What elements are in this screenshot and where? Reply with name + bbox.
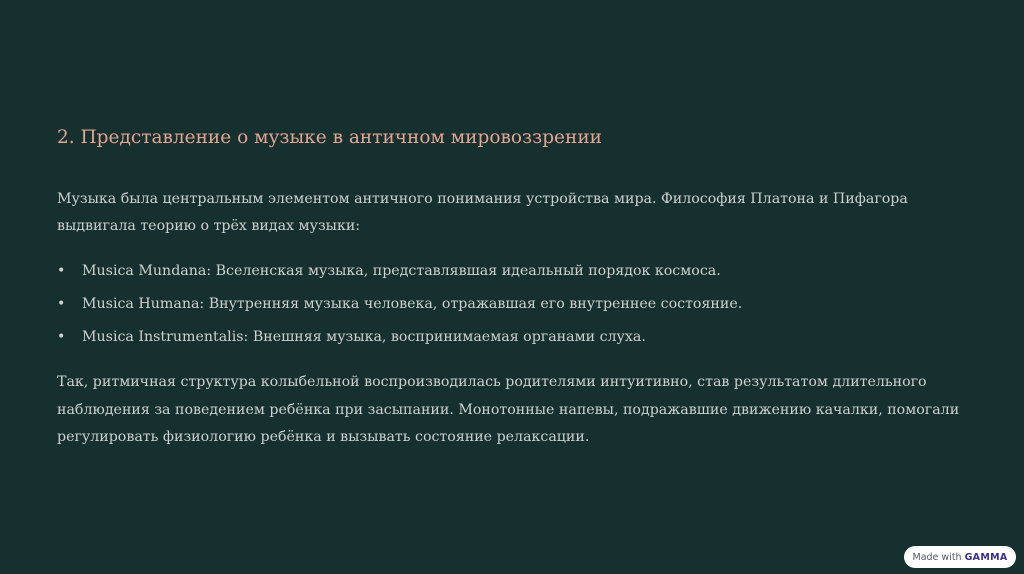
outro-line: регулировать физиологию ребёнка и вызывать состояние релаксации.: [57, 429, 590, 445]
list-item: [57, 290, 957, 323]
list-item-text: Musica Mundana: Вселенская музыка, представлявшая идеальный порядок космоса.: [82, 263, 721, 279]
list-item-text: Musica Instrumentalis: Внешняя музыка, воспринимаемая органами слуха.: [82, 329, 646, 345]
badge-prefix: Made with: [912, 551, 962, 563]
list-item-text: Musica Humana: Внутренняя музыка человека, отражавшая его внутреннее состояние.: [82, 296, 743, 312]
intro-line: Музыка была центральным элементом античного понимания устройства мира. Философия Платона и Пифагора: [57, 191, 908, 207]
made-with-gamma-badge[interactable]: [904, 546, 1016, 568]
music-types-list: [57, 257, 957, 356]
outro-line: наблюдения за поведением ребёнка при засыпании. Монотонные напевы, подражавшие движению качалки, помогали: [57, 401, 960, 418]
gamma-logo: GAMMA: [964, 551, 1008, 563]
list-item: [57, 257, 957, 290]
intro-paragraph: [57, 186, 957, 240]
outro-line: Так, ритмичная структура колыбельной воспроизводилась родителями интуитивно, став результатом длительного: [57, 374, 927, 390]
bullet-icon: •: [57, 329, 66, 345]
bullet-icon: •: [57, 296, 66, 312]
intro-line: выдвигала теорию о трёх видах музыки:: [57, 218, 361, 234]
list-item: [57, 323, 957, 356]
outro-paragraph: [57, 369, 977, 452]
slide-title: 2. Представление о музыке в античном мировоззрении: [57, 127, 602, 148]
bullet-icon: •: [57, 263, 66, 279]
